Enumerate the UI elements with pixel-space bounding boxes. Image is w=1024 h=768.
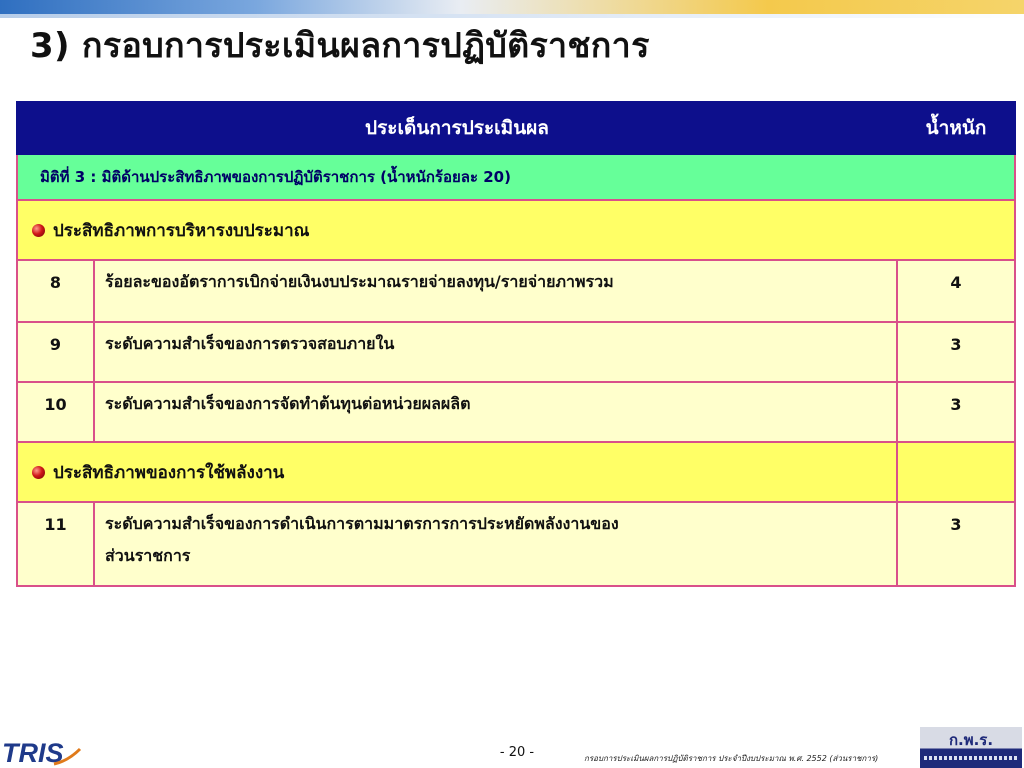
item-text: ระดับความสำเร็จของการจัดทำต้นทุนต่อหน่วยผลผลิต	[94, 382, 897, 442]
group-row	[17, 200, 1015, 260]
table-row	[17, 382, 1015, 442]
item-number: 8	[17, 260, 94, 322]
item-number: 9	[17, 322, 94, 382]
table-row	[17, 260, 1015, 322]
tris-logo	[2, 737, 82, 768]
table-row	[17, 502, 1015, 586]
org-logo	[920, 727, 1022, 768]
item-weight: 4	[897, 260, 1015, 322]
table-row	[17, 322, 1015, 382]
item-text-line: ส่วนราชการ	[105, 546, 191, 565]
item-text-line: ระดับความสำเร็จของการดำเนินการตามมาตรการการประหยัดพลังงานของ	[105, 514, 619, 533]
group-row	[17, 442, 1015, 502]
evaluation-table	[16, 101, 1016, 587]
tris-logo-text: TRIS	[2, 738, 64, 768]
item-number: 10	[17, 382, 94, 442]
group-label: ประสิทธิภาพการบริหารงบประมาณ	[53, 220, 310, 241]
table-header-row	[17, 102, 1015, 154]
dimension-row	[17, 154, 1015, 200]
item-text: ร้อยละของอัตราการเบิกจ่ายเงินงบประมาณรายจ่ายลงทุน/รายจ่ายภาพรวม	[94, 260, 897, 322]
header-weight: น้ำหนัก	[897, 102, 1015, 154]
group-weight-empty	[897, 442, 1015, 502]
item-weight: 3	[897, 382, 1015, 442]
group-label: ประสิทธิภาพของการใช้พลังงาน	[53, 462, 285, 483]
item-text	[94, 502, 897, 586]
item-text: ระดับความสำเร็จของการตรวจสอบภายใน	[94, 322, 897, 382]
org-abbreviation: ก.พ.ร.	[948, 731, 994, 749]
header-issue: ประเด็นการประเมินผล	[17, 102, 897, 154]
page-number: - 20 -	[499, 745, 535, 760]
bullet-icon	[32, 466, 45, 479]
slide-title: 3) กรอบการประเมินผลการปฏิบัติราชการ	[30, 26, 650, 66]
org-logo-stripe	[924, 756, 1018, 760]
footer-note: กรอบการประเมินผลการปฏิบัติราชการ ประจำปีงบประมาณ พ.ศ. 2552 (ส่วนราชการ)	[584, 754, 879, 763]
dimension-label: มิติที่ 3 : มิติด้านประสิทธิภาพของการปฏิบัติราชการ (น้ำหนักร้อยละ 20)	[17, 154, 1015, 200]
item-weight: 3	[897, 502, 1015, 586]
bullet-icon	[32, 224, 45, 237]
top-decor-bar	[0, 0, 1024, 14]
item-number: 11	[17, 502, 94, 586]
item-weight: 3	[897, 322, 1015, 382]
